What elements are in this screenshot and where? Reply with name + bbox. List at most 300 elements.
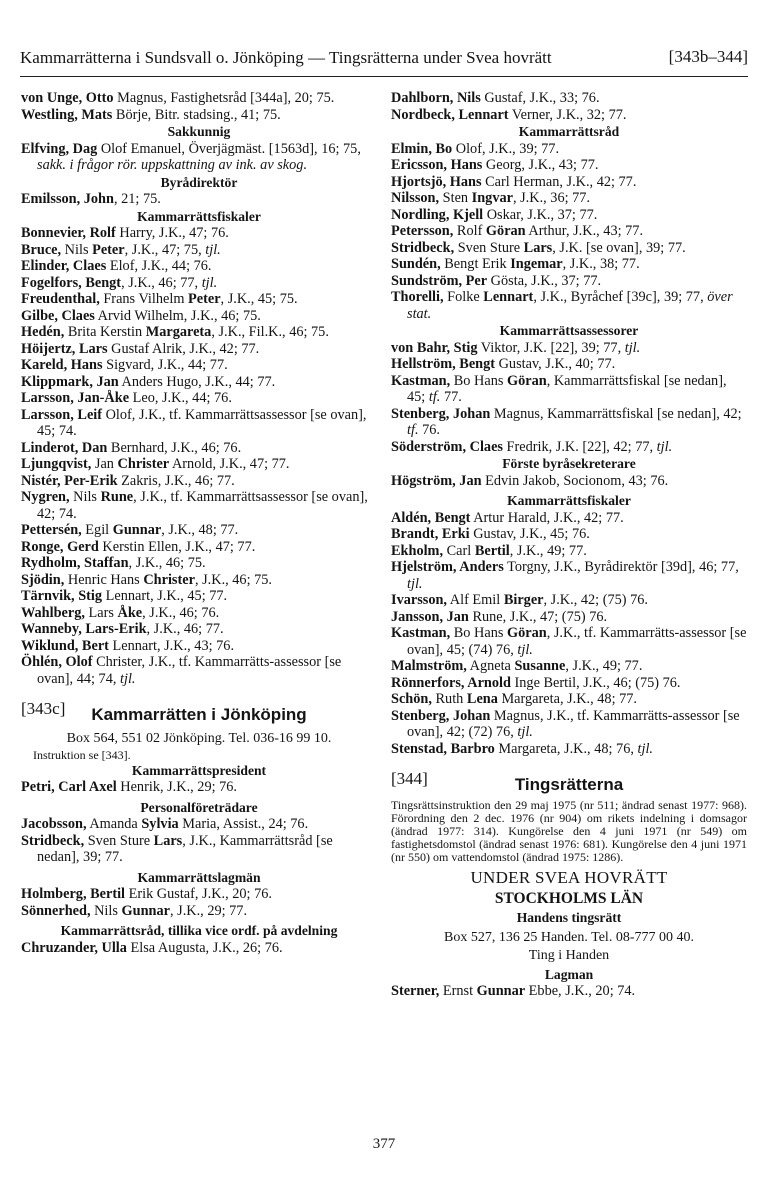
entry-name: Nilsson, bbox=[391, 190, 440, 206]
entry-text: Gustaf, J.K., 33; 76. bbox=[480, 90, 600, 106]
court-address: Box 527, 136 25 Handen. Tel. 08-777 00 40. bbox=[444, 929, 694, 945]
entry-text: , J.K., 46; 77. bbox=[146, 621, 224, 637]
entry-text: Bo Hans bbox=[450, 625, 507, 641]
entry-text: Inge Bertil, J.K., 46; (75) 76. bbox=[510, 674, 681, 691]
directory-entry bbox=[21, 275, 377, 292]
entry-name: Tärnvik, Stig bbox=[21, 588, 103, 604]
entry-text: Gustaf Alrik, J.K., 42; 77. bbox=[107, 340, 260, 357]
entry-name: Nygren, bbox=[21, 489, 70, 505]
directory-entry bbox=[391, 240, 747, 257]
entry-text: Frans Vilhelm bbox=[99, 291, 189, 307]
entry-text: Sten bbox=[439, 190, 472, 206]
header-title: Kammarrätterna i Sundsvall o. Jönköping — Tingsrätterna under Svea hovrätt bbox=[20, 48, 552, 67]
entry-name: Höijertz, Lars bbox=[21, 340, 108, 357]
entry-text: , J.K., 49; 77. bbox=[565, 658, 643, 674]
entry-name: Holmberg, Bertil bbox=[21, 886, 126, 902]
entry-text: Nils bbox=[61, 241, 93, 258]
entry-name: Jacobsson, bbox=[21, 816, 87, 832]
directory-entry bbox=[21, 654, 377, 687]
jonkoping-section-header bbox=[21, 701, 377, 725]
entry-text: Jan bbox=[91, 456, 118, 472]
directory-entry bbox=[21, 308, 377, 325]
directory-entry bbox=[391, 983, 747, 1000]
entry-name: Högström, Jan bbox=[391, 472, 482, 489]
entry-text: Margareta, J.K., 48; 77. bbox=[497, 691, 637, 707]
entry-text: Magnus, Kammarrättsfiskal [se nedan], 42; bbox=[490, 405, 742, 422]
section-heading: Förste byråsekreterare bbox=[502, 456, 636, 471]
directory-entry bbox=[21, 489, 377, 522]
directory-entry bbox=[391, 289, 747, 322]
hovratt-heading: UNDER SVEA HOVRÄTT bbox=[470, 868, 668, 887]
entry-name: Malmström, bbox=[391, 658, 467, 674]
entry-note: över stat. bbox=[407, 289, 733, 322]
section-heading: Kammarrättsråd bbox=[518, 124, 620, 139]
ting-location: Ting i Handen bbox=[528, 948, 610, 963]
entry-name-part: Christer bbox=[117, 456, 170, 472]
entry-text: Edvin Jakob, Socionom, 43; 76. bbox=[481, 472, 669, 489]
entry-name: Stridbeck, bbox=[21, 832, 85, 849]
directory-entry bbox=[21, 107, 377, 124]
entry-text: , J.K., 46; 75. bbox=[194, 571, 273, 588]
directory-entry bbox=[391, 174, 747, 191]
entry-text: , Kammarrättsfiskal [se nedan], 45; bbox=[407, 372, 727, 405]
entry-name: Brandt, Erki bbox=[391, 526, 470, 542]
directory-entry bbox=[21, 588, 377, 605]
entry-text: Magnus, J.K., tf. Kammarrätts-assessor [se ovan], 42; (72) 76, bbox=[407, 707, 740, 740]
entry-name: Ljungqvist, bbox=[21, 456, 92, 472]
directory-entry bbox=[21, 324, 377, 341]
section-heading: Kammarrättsassessorer bbox=[499, 323, 639, 338]
entry-name: Schön, bbox=[391, 691, 432, 707]
section-heading: Kammarrättslagmän bbox=[137, 869, 261, 885]
directory-entry bbox=[391, 406, 747, 439]
entry-text: Magnus, Fastighetsråd [344a], 20; 75. bbox=[113, 90, 335, 106]
header-page-range: [343b–344] bbox=[668, 47, 748, 66]
entry-text: , J.K. [se ovan], 39; 77. bbox=[552, 239, 686, 256]
entry-list bbox=[21, 225, 377, 687]
directory-entry bbox=[391, 675, 747, 692]
entry-name-part: Göran bbox=[485, 223, 526, 239]
section-heading: Byrådirektör bbox=[160, 174, 238, 190]
directory-entry bbox=[21, 605, 377, 622]
entry-name-part: Lars bbox=[153, 832, 183, 849]
entry-text: Alf Emil bbox=[447, 592, 504, 608]
entry-name: Wiklund, Bert bbox=[21, 637, 109, 654]
entry-text: Olof, J.K., 39; 77. bbox=[452, 140, 560, 157]
entry-text: Sigvard, J.K., 44; 77. bbox=[102, 357, 228, 373]
directory-entry bbox=[21, 522, 377, 539]
entry-text: Gösta, J.K., 37; 77. bbox=[487, 272, 602, 289]
entry-name: Wahlberg, bbox=[21, 604, 85, 621]
directory-entry bbox=[391, 741, 747, 758]
entry-text: Olof Emanuel, Överjägmäst. [1563d], 16; 75, bbox=[97, 140, 361, 157]
tingsratterna-section-header bbox=[391, 771, 747, 795]
entry-name: Kareld, Hans bbox=[21, 357, 103, 373]
entry-list bbox=[21, 940, 377, 957]
entry-note: tjl. bbox=[201, 274, 218, 291]
entry-name-part: Göran bbox=[506, 372, 547, 389]
entry-name-part: Gunnar bbox=[121, 902, 170, 919]
entry-list bbox=[21, 886, 377, 919]
entry-name: Hedén, bbox=[21, 324, 65, 340]
directory-entry bbox=[391, 658, 747, 675]
entry-note: tjl. bbox=[517, 641, 533, 658]
entry-text: , J.K., 46; 76. bbox=[142, 604, 220, 621]
section-number: [343c] bbox=[21, 699, 66, 718]
entry-text: Lennart, J.K., 45; 77. bbox=[102, 588, 228, 604]
entry-text: Verner, J.K., 32; 77. bbox=[508, 106, 627, 123]
section-heading: Personalföreträdare bbox=[140, 799, 258, 815]
directory-entry bbox=[391, 691, 747, 708]
directory-entry bbox=[21, 555, 377, 572]
directory-entry bbox=[21, 374, 377, 391]
entry-list bbox=[21, 779, 377, 796]
directory-entry bbox=[391, 373, 747, 406]
entry-note: tjl. bbox=[407, 575, 423, 592]
entry-text: , J.K., 29; 77. bbox=[169, 902, 248, 919]
entry-text: Lars bbox=[84, 604, 118, 621]
entry-name: Stridbeck, bbox=[391, 239, 455, 256]
entry-text: 76. bbox=[418, 422, 440, 438]
entry-text: , J.K., tf. Kammarrättsassessor [se ovan], 42; 74. bbox=[37, 489, 368, 522]
directory-entry bbox=[21, 390, 377, 407]
directory-entry bbox=[21, 572, 377, 589]
entry-list bbox=[391, 141, 747, 323]
entry-text: Torgny, J.K., Byrådirektör [39d], 46; 77, bbox=[503, 559, 739, 575]
entry-name: Gilbe, Claes bbox=[21, 307, 95, 324]
section-heading: Sakkunnig bbox=[167, 124, 231, 139]
directory-entry bbox=[21, 638, 377, 655]
entry-list bbox=[391, 473, 747, 490]
directory-entry bbox=[391, 273, 747, 290]
directory-entry bbox=[21, 141, 377, 174]
entry-name: Sterner, bbox=[391, 983, 440, 999]
directory-entry bbox=[21, 779, 377, 796]
directory-entry bbox=[391, 625, 747, 658]
entry-name-part: Margareta bbox=[145, 324, 212, 340]
entry-name-part: Sylvia bbox=[141, 816, 179, 832]
directory-entry bbox=[21, 456, 377, 473]
entry-text: Sven Sture bbox=[454, 239, 524, 256]
entry-name: Öhlén, Olof bbox=[21, 654, 93, 670]
entry-text: Ebbe, J.K., 20; 74. bbox=[525, 983, 636, 999]
directory-entry bbox=[21, 621, 377, 638]
entry-name-part: Peter bbox=[92, 241, 125, 258]
entry-name: Elmin, Bo bbox=[391, 140, 453, 157]
entry-text: Amanda bbox=[86, 816, 142, 832]
entry-name: Emilsson, John bbox=[21, 191, 114, 207]
entry-text: Elsa Augusta, J.K., 26; 76. bbox=[126, 939, 283, 956]
directory-entry bbox=[391, 609, 747, 626]
header-rule bbox=[20, 76, 748, 77]
entry-note: tjl. bbox=[624, 339, 641, 356]
directory-entry bbox=[21, 903, 377, 920]
directory-entry bbox=[21, 242, 377, 259]
entry-name-part: Peter bbox=[188, 291, 221, 307]
entry-text: Börje, Bitr. stadsing., 41; 75. bbox=[112, 106, 281, 123]
directory-entry bbox=[21, 258, 377, 275]
section-number: [344] bbox=[391, 769, 428, 788]
directory-entry bbox=[391, 340, 747, 357]
entry-text: Bengt Erik bbox=[440, 256, 511, 272]
entry-text: , J.K., 47; 75, bbox=[124, 241, 206, 258]
entry-name: Chruzander, Ulla bbox=[21, 939, 127, 956]
entry-text: Erik Gustaf, J.K., 20; 76. bbox=[125, 886, 272, 902]
entry-text: Fredrik, J.K. [22], 42; 77, bbox=[502, 438, 657, 455]
directory-entry bbox=[21, 886, 377, 903]
directory-entry bbox=[391, 559, 747, 592]
entry-list bbox=[21, 816, 377, 866]
entry-text: Sven Sture bbox=[84, 832, 154, 849]
section-heading: Lagman bbox=[544, 966, 594, 982]
entry-name-part: Göran bbox=[506, 625, 547, 641]
entry-name-part: Bertil bbox=[474, 542, 510, 559]
directory-entry bbox=[391, 708, 747, 741]
directory-entry bbox=[391, 473, 747, 490]
section-heading: Kammarrättsfiskaler bbox=[137, 208, 261, 224]
entry-text: Carl Herman, J.K., 42; 77. bbox=[481, 173, 637, 190]
directory-entry bbox=[21, 357, 377, 374]
entry-list bbox=[21, 191, 377, 208]
entry-name: Stenberg, Johan bbox=[391, 707, 491, 724]
entry-name: Kastman, bbox=[391, 372, 451, 389]
entry-text: Ernst bbox=[439, 983, 477, 999]
entry-name: von Bahr, Stig bbox=[391, 339, 478, 356]
entry-text: , J.K., 36; 77. bbox=[512, 190, 591, 206]
directory-entry bbox=[21, 940, 377, 957]
directory-entry bbox=[391, 107, 747, 124]
entry-name: Linderot, Dan bbox=[21, 439, 108, 456]
entry-name-part: Ingvar bbox=[471, 190, 513, 206]
entry-name-part: Rune bbox=[100, 489, 134, 505]
entry-name: Jansson, Jan bbox=[391, 608, 469, 625]
instruction-note: Instruktion se [343]. bbox=[33, 747, 131, 762]
entry-name: Rönnerfors, Arnold bbox=[391, 674, 511, 691]
entry-name-part: Gunnar bbox=[112, 522, 162, 538]
entry-note: sakk. i frågor rör. uppskattning av ink. av skog. bbox=[37, 157, 308, 173]
entry-note: tjl. bbox=[656, 438, 673, 455]
entry-text: Brita Kerstin bbox=[64, 324, 146, 340]
directory-entry bbox=[391, 543, 747, 560]
entry-text: Egil bbox=[81, 522, 113, 538]
entry-name-part: Lena bbox=[466, 691, 498, 707]
entry-name: Westling, Mats bbox=[21, 106, 113, 123]
entry-text: , J.K., tf. Kammarrätts-assessor [se ovan], 45; (74) 76, bbox=[407, 625, 747, 658]
entry-name: Bonnevier, Rolf bbox=[21, 225, 116, 241]
entry-text: , J.K., 49; 77. bbox=[509, 542, 587, 559]
entry-text: Lennart, J.K., 43; 76. bbox=[108, 637, 235, 654]
entry-text: Rolf bbox=[453, 223, 486, 239]
running-header bbox=[20, 48, 748, 74]
entry-text: Margareta, J.K., 48; 76, bbox=[494, 740, 638, 757]
entry-name: Hjelström, Anders bbox=[391, 559, 504, 575]
entry-text: Georg, J.K., 43; 77. bbox=[482, 157, 599, 173]
directory-entry bbox=[391, 190, 747, 207]
entry-note: tf. bbox=[407, 422, 419, 438]
entry-text: , J.K., 38; 77. bbox=[562, 256, 640, 272]
entry-list bbox=[391, 340, 747, 456]
entry-name: Sundén, bbox=[391, 256, 441, 272]
entry-text: Agneta bbox=[466, 658, 515, 674]
directory-entry bbox=[391, 157, 747, 174]
page-number: 377 bbox=[372, 1136, 396, 1152]
entry-note: tjl. bbox=[205, 241, 221, 258]
entry-name: Rydholm, Staffan bbox=[21, 555, 129, 571]
directory-entry bbox=[391, 256, 747, 273]
entry-name-part: Susanne bbox=[514, 658, 566, 674]
entry-name-part: Lars bbox=[523, 239, 553, 256]
entry-note: tjl. bbox=[120, 670, 136, 687]
entry-name: Ivarsson, bbox=[391, 592, 448, 608]
entry-text: Bo Hans bbox=[450, 372, 507, 389]
entry-name: Thorelli, bbox=[391, 289, 444, 305]
entry-name: Elinder, Claes bbox=[21, 258, 107, 274]
entry-name: Kastman, bbox=[391, 625, 451, 641]
entry-name: Hellström, Bengt bbox=[391, 356, 496, 372]
section-title: Kammarrätten i Jönköping bbox=[91, 705, 307, 724]
directory-entry bbox=[391, 223, 747, 240]
entry-text: , J.K., 42; (75) 76. bbox=[543, 592, 648, 608]
entry-text: Christer, J.K., tf. Kammarrätts-assessor [se ovan], 44; 74, bbox=[37, 654, 342, 687]
entry-list bbox=[391, 90, 747, 123]
directory-entry bbox=[21, 833, 377, 866]
entry-name: Larsson, Jan-Åke bbox=[21, 390, 130, 406]
directory-entry bbox=[21, 341, 377, 358]
left-column bbox=[21, 90, 377, 956]
entry-note: tjl. bbox=[517, 724, 533, 740]
entry-text: Zakris, J.K., 46; 77. bbox=[117, 472, 235, 489]
entry-name: Aldén, Bengt bbox=[391, 509, 471, 526]
entry-name-part: Birger bbox=[503, 592, 544, 608]
entry-name: Ekholm, bbox=[391, 542, 444, 559]
directory-entry bbox=[21, 291, 377, 308]
directory-entry bbox=[391, 207, 747, 224]
directory-entry bbox=[21, 407, 377, 440]
entry-text: Bernhard, J.K., 46; 76. bbox=[107, 439, 242, 456]
entry-text: Henrik, J.K., 29; 76. bbox=[116, 779, 238, 795]
entry-text: Artur Harald, J.K., 42; 77. bbox=[470, 509, 624, 526]
directory-entry bbox=[391, 592, 747, 609]
directory-entry bbox=[21, 90, 377, 107]
entry-text: Gustav, J.K., 40; 77. bbox=[495, 356, 616, 372]
entry-name-part: Åke bbox=[117, 604, 143, 621]
entry-text: Anders Hugo, J.K., 44; 77. bbox=[118, 373, 276, 390]
entry-text: , J.K., 46; 75. bbox=[128, 555, 206, 571]
entry-name-part: Lennart bbox=[483, 289, 534, 305]
entry-text: Henric Hans bbox=[64, 571, 144, 588]
entry-text: Oskar, J.K., 37; 77. bbox=[483, 206, 598, 223]
entry-text: Arnold, J.K., 47; 77. bbox=[169, 456, 290, 472]
section-heading: Kammarrättsråd, tillika vice ordf. på avdelning bbox=[60, 923, 338, 938]
section-title: Tingsrätterna bbox=[514, 775, 624, 794]
entry-name-part: Ingemar bbox=[510, 256, 563, 272]
entry-name: Elfving, Dag bbox=[21, 140, 98, 157]
entry-name: Bruce, bbox=[21, 241, 62, 258]
entry-text: Leo, J.K., 44; 76. bbox=[129, 390, 232, 406]
section-heading: Kammarrättsfiskaler bbox=[507, 493, 631, 508]
right-column bbox=[391, 90, 747, 1000]
entry-name: Sundström, Per bbox=[391, 272, 488, 289]
entry-text: Nils bbox=[90, 902, 122, 919]
entry-text: 77. bbox=[440, 389, 462, 405]
entry-name: Hjortsjö, Hans bbox=[391, 173, 482, 190]
entry-list bbox=[21, 141, 377, 174]
entry-text: , 21; 75. bbox=[113, 191, 161, 207]
directory-entry bbox=[391, 356, 747, 373]
entry-name: Pettersén, bbox=[21, 522, 82, 538]
entry-name: Ronge, Gerd bbox=[21, 538, 99, 555]
entry-text: , J.K., Byråchef [39c], 39; 77, bbox=[533, 289, 708, 305]
entry-name-part: Gunnar bbox=[476, 983, 526, 999]
section-heading: Kammarrättspresident bbox=[131, 762, 267, 778]
entry-name: Petri, Carl Axel bbox=[21, 779, 117, 795]
directory-entry bbox=[391, 510, 747, 527]
directory-entry bbox=[21, 191, 377, 208]
entry-list bbox=[391, 983, 747, 1000]
directory-entry bbox=[21, 473, 377, 490]
directory-entry bbox=[391, 439, 747, 456]
entry-text: Folke bbox=[443, 289, 484, 305]
entry-name: Ericsson, Hans bbox=[391, 157, 483, 173]
entry-name: Nordling, Kjell bbox=[391, 206, 484, 223]
entry-text: , J.K., 45; 75. bbox=[220, 291, 298, 307]
entry-name: Freudenthal, bbox=[21, 291, 100, 307]
entry-name: Sjödin, bbox=[21, 571, 65, 588]
entry-name: Sönnerhed, bbox=[21, 902, 91, 919]
entry-name: von Unge, Otto bbox=[21, 90, 114, 106]
entry-list bbox=[21, 90, 377, 123]
entry-text: , J.K., Kammarrättsråd [se nedan], 39; 77. bbox=[37, 832, 333, 865]
directory-entry bbox=[21, 225, 377, 242]
entry-text: Carl bbox=[443, 542, 475, 559]
entry-name: Dahlborn, Nils bbox=[391, 90, 481, 106]
county-heading: STOCKHOLMS LÄN bbox=[494, 889, 644, 907]
entry-text: Gustav, J.K., 45; 76. bbox=[469, 526, 590, 542]
entry-name: Söderström, Claes bbox=[391, 438, 503, 455]
directory-entry bbox=[21, 440, 377, 457]
entry-text: Arthur, J.K., 43; 77. bbox=[525, 223, 644, 239]
directory-entry bbox=[21, 816, 377, 833]
entry-note: tf. bbox=[428, 389, 441, 405]
entry-name: Klippmark, Jan bbox=[21, 373, 119, 390]
entry-text: Rune, J.K., 47; (75) 76. bbox=[468, 608, 608, 625]
entry-text: Viktor, J.K. [22], 39; 77, bbox=[477, 339, 625, 356]
legislation-note: Tingsrättsinstruktion den 29 maj 1975 (nr 511; ändrad senast 1977: 968). Förordning den 2 dec. 1976 (nr 904) om rikets indelning i domsagor (ändrad 1977: 314). Kungörelse den 4 juni 1971 (nr 549) om fastighetsdomstol (ändrad senast 1976: 681). Kungörelse den 4 juni 1971 (nr 550) om vattendomstol (ändrad 1975: 1286). bbox=[391, 798, 747, 864]
entry-name-part: Christer bbox=[143, 571, 195, 588]
entry-name: Larsson, Leif bbox=[21, 406, 103, 423]
entry-note: tjl. bbox=[637, 740, 653, 757]
entry-text: , J.K., 46; 77, bbox=[121, 274, 202, 291]
entry-name: Wanneby, Lars-Erik bbox=[21, 621, 147, 637]
entry-text: Elof, J.K., 44; 76. bbox=[106, 258, 212, 274]
directory-entry bbox=[21, 539, 377, 556]
entry-text: Ruth bbox=[431, 691, 467, 707]
entry-name: Petersson, bbox=[391, 223, 454, 239]
entry-text: , J.K., Fil.K., 46; 75. bbox=[211, 324, 329, 340]
entry-text: Maria, Assist., 24; 76. bbox=[178, 816, 309, 832]
entry-name: Stenstad, Barbro bbox=[391, 740, 495, 757]
entry-text: , J.K., 48; 77. bbox=[161, 522, 239, 538]
entry-text: Harry, J.K., 47; 76. bbox=[115, 225, 229, 241]
entry-list bbox=[391, 510, 747, 758]
directory-entry bbox=[391, 90, 747, 107]
directory-entry bbox=[391, 526, 747, 543]
court-address: Box 564, 551 02 Jönköping. Tel. 036-16 99 10. bbox=[66, 731, 332, 746]
entry-name: Nistér, Per-Erik bbox=[21, 472, 118, 489]
directory-entry bbox=[391, 141, 747, 158]
entry-text: Kerstin Ellen, J.K., 47; 77. bbox=[98, 538, 256, 555]
court-name: Handens tingsrätt bbox=[516, 910, 622, 925]
